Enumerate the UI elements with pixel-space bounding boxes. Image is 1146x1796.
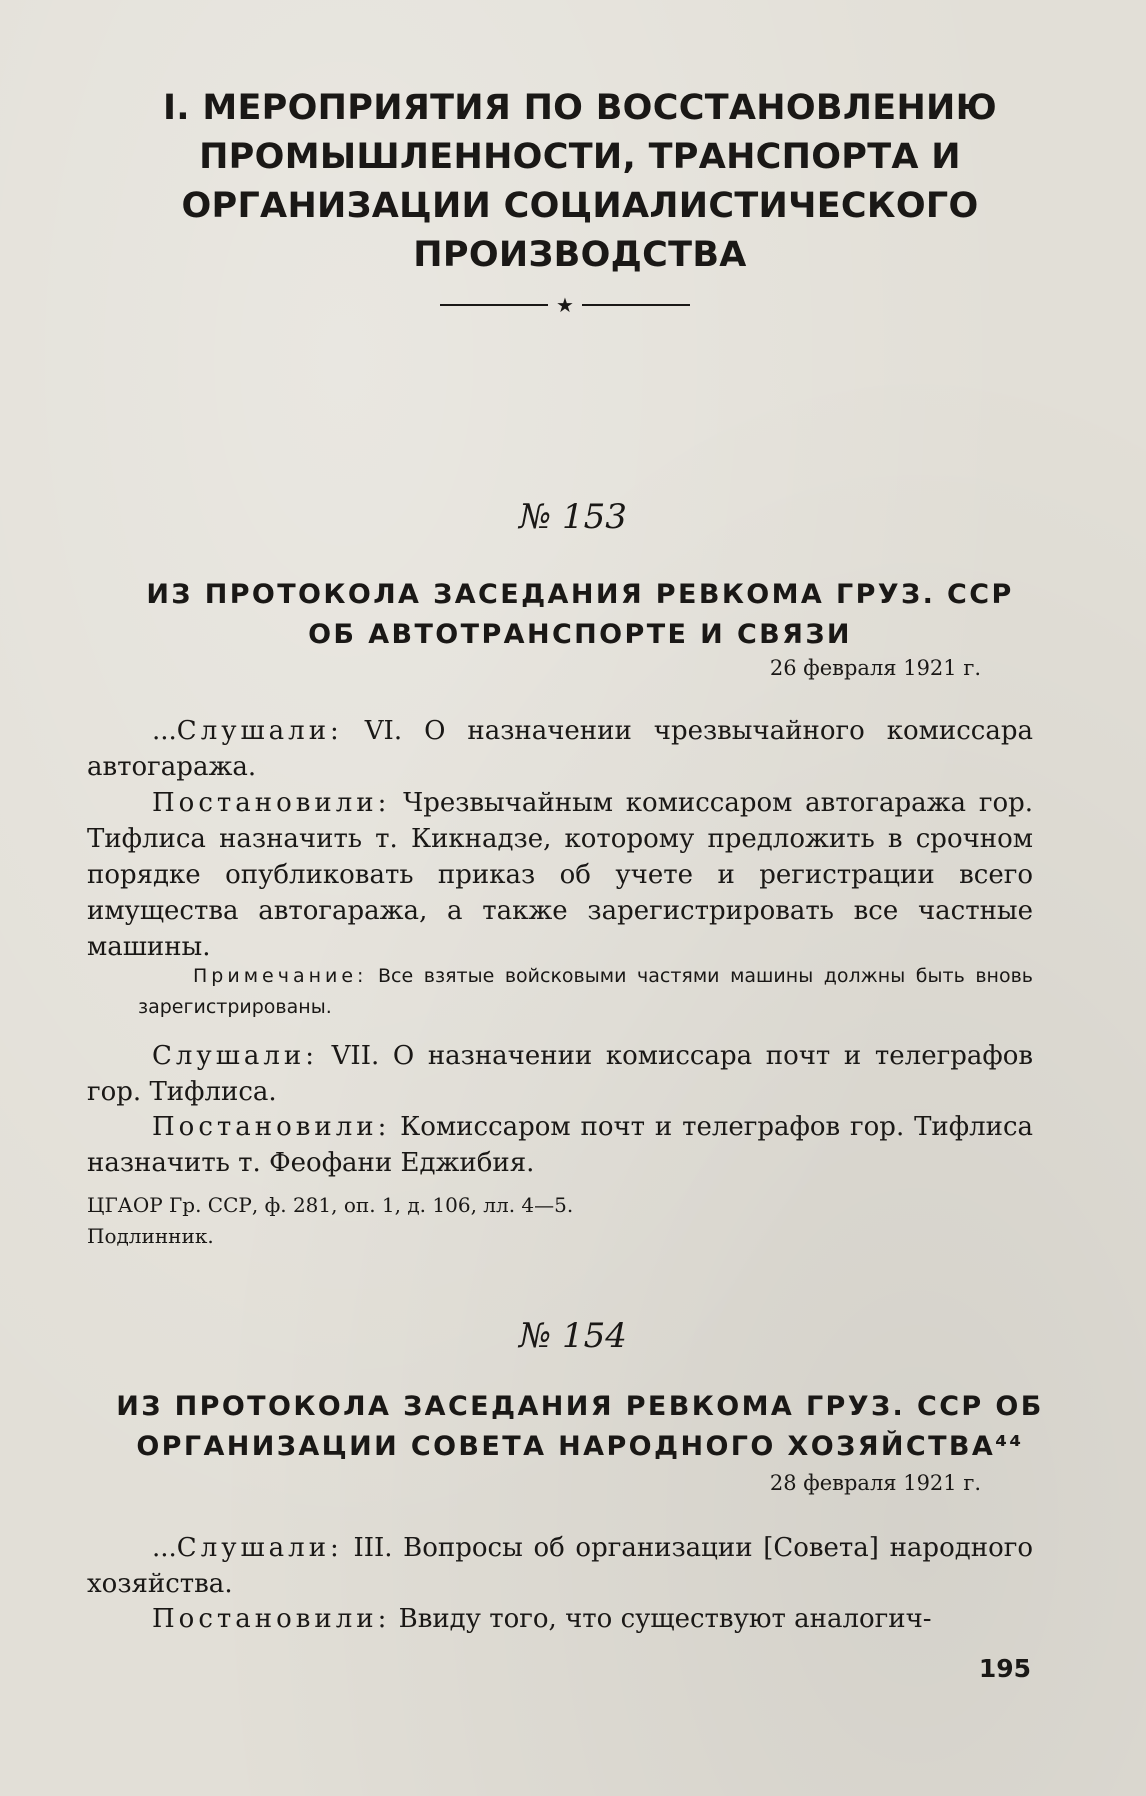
paragraph-text: VII. О назначении комиссара почт и телеграфов гор. Тифлиса. bbox=[87, 1041, 1033, 1107]
lead-prefix: ... bbox=[152, 716, 177, 746]
paragraph-text: VI. О назначении чрезвычайного комиссара автогаража. bbox=[87, 716, 1033, 782]
document-title bbox=[80, 575, 1080, 655]
paragraph-lead: Постановили: bbox=[152, 1112, 391, 1142]
section-divider bbox=[440, 293, 690, 317]
document-date: 26 февраля 1921 г. bbox=[769, 656, 981, 680]
note-text: Все взятые войсковыми частями машины должны быть вновь зарегистрированы. bbox=[138, 965, 1033, 1018]
section-title-line: ОРГАНИЗАЦИИ СОЦИАЛИСТИЧЕСКОГО bbox=[181, 186, 979, 226]
document-note bbox=[138, 961, 1033, 1023]
paragraph-lead: Постановили: bbox=[152, 788, 391, 818]
paragraph-lead: Слушали: bbox=[152, 1041, 318, 1071]
document-title-line: ОБ АВТОТРАНСПОРТЕ И СВЯЗИ bbox=[308, 619, 852, 650]
protocol-paragraph bbox=[87, 1109, 1033, 1181]
paragraph-lead: Постановили: bbox=[152, 1604, 391, 1634]
note-lead: Примечание: bbox=[193, 965, 368, 987]
protocol-paragraph bbox=[87, 1530, 1033, 1602]
paragraph-lead: Слушали: bbox=[176, 1533, 343, 1563]
protocol-paragraph bbox=[87, 713, 1033, 785]
archive-source: ЦГАОР Гр. ССР, ф. 281, оп. 1, д. 106, лл. 4—5. bbox=[87, 1193, 574, 1217]
document-number: № 153 bbox=[519, 497, 627, 537]
section-title-line: ПРОИЗВОДСТВА bbox=[413, 235, 747, 275]
document-title-line: ОРГАНИЗАЦИИ СОВЕТА НАРОДНОГО ХОЗЯЙСТВА⁴⁴ bbox=[136, 1431, 1024, 1462]
protocol-paragraph bbox=[87, 1038, 1033, 1110]
paragraph-text: III. Вопросы об организации [Совета] народного хозяйства. bbox=[87, 1533, 1033, 1599]
section-title-line: I. МЕРОПРИЯТИЯ ПО ВОССТАНОВЛЕНИЮ bbox=[162, 88, 998, 128]
divider-line-right bbox=[582, 304, 690, 306]
document-date: 28 февраля 1921 г. bbox=[769, 1471, 981, 1495]
document-title-line: ИЗ ПРОТОКОЛА ЗАСЕДАНИЯ РЕВКОМА ГРУЗ. ССР ОБ bbox=[116, 1391, 1044, 1422]
document-title bbox=[80, 1387, 1080, 1467]
document-number: № 154 bbox=[519, 1316, 627, 1356]
protocol-paragraph bbox=[87, 785, 1033, 965]
paragraph-text: Чрезвычайным комиссаром автогаража гор. Тифлиса назначить т. Кикнадзе, которому предложить в срочном порядке опубликовать приказ об учете и регистрации всего имущества автогаража, а также зарегистрировать все частные машины. bbox=[87, 788, 1033, 962]
page-number: 195 bbox=[978, 1654, 1031, 1683]
divider-line-left bbox=[440, 304, 548, 306]
paragraph-lead: Слушали: bbox=[176, 716, 343, 746]
source-type: Подлинник. bbox=[87, 1224, 214, 1248]
star-icon: ★ bbox=[556, 293, 574, 317]
paragraph-text: Комиссаром почт и телеграфов гор. Тифлиса назначить т. Феофани Еджибия. bbox=[87, 1112, 1033, 1178]
lead-prefix: ... bbox=[152, 1533, 177, 1563]
paragraph-text: Ввиду того, что существуют аналогич- bbox=[390, 1604, 932, 1634]
section-title bbox=[100, 84, 1060, 280]
document-title-line: ИЗ ПРОТОКОЛА ЗАСЕДАНИЯ РЕВКОМА ГРУЗ. ССР bbox=[146, 579, 1014, 610]
section-title-line: ПРОМЫШЛЕННОСТИ, ТРАНСПОРТА И bbox=[199, 137, 961, 177]
protocol-paragraph bbox=[87, 1601, 1033, 1637]
